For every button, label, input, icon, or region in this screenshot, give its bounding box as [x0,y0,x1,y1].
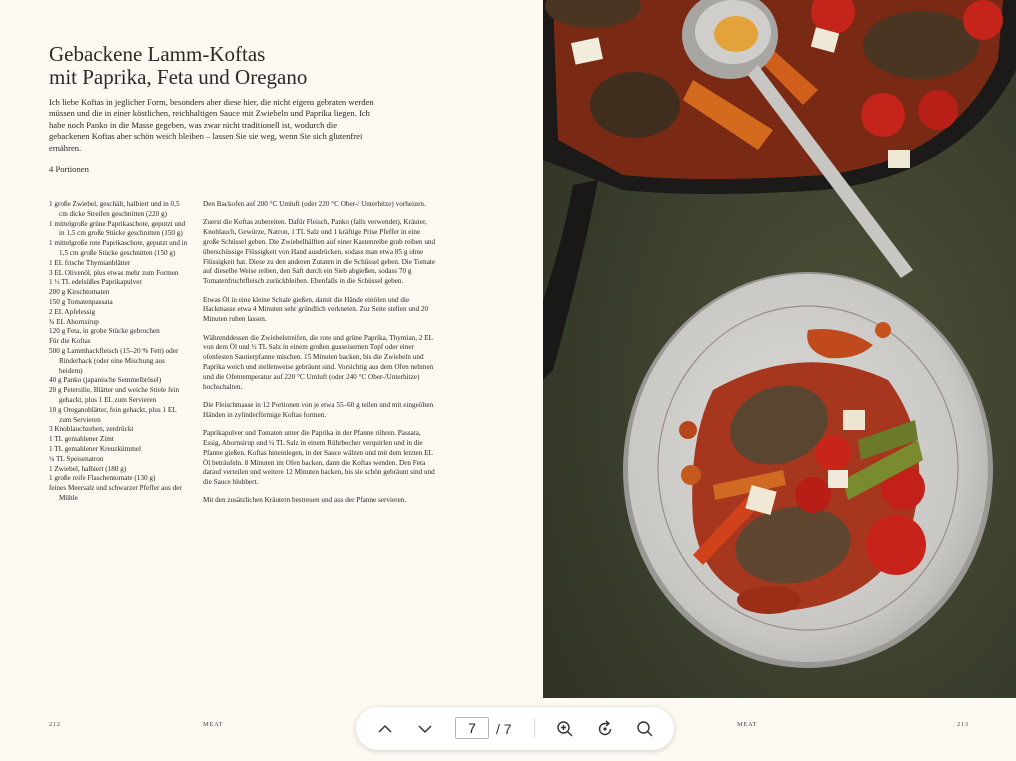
right-page-number: 213 [957,721,969,728]
zoom-in-button[interactable] [552,716,578,742]
recipe-title [49,43,379,89]
ingredient-item: 1 große Zwiebel, geschält, halbiert und in 0,5 cm dicke Streifen geschnitten (220 g) [49,200,180,218]
page-total: / 7 [496,721,512,737]
ingredient-item: 1 mittelgroße grüne Paprikaschote, geputzt und in 1,5 cm große Stücke geschnitten (150 g) [49,219,186,238]
ingredient-item: 2 EL Apfelessig [49,307,96,316]
ingredient-item: 3 Knoblauchzehen, zerdrückt [49,425,134,434]
method-step: Etwas Öl in eine kleine Schale gießen, damit die Hände einölen und die Hackmasse etwa 4 Minuten sehr gründlich verkneten. Zur Seite stellen und 20 Minuten ruhen lassen. [203,295,429,324]
method-step: Mit den zusätzlichen Kräutern bestreuen und aus der Pfanne servieren. [203,496,407,505]
method-step: Die Fleischmasse in 12 Portionen von je etwa 55–60 g teilen und mit eingeölten Händen in zylinderförmige Koftas formen. [203,400,434,419]
ingredient-item: 1 EL frische Thymianblätter [49,258,131,267]
ingredient-subheading: Für die Koftas [49,337,91,346]
recipe-title-line1: Gebackene Lamm-Koftas [49,42,266,66]
ingredient-item: 1 große reife Flaschentomate (130 g) [49,474,156,483]
ingredient-item: 1 ½ TL edelsüßes Paprikapulver [49,278,142,287]
ingredient-item: 40 g Panko (japanische Semmelbrösel) [49,376,162,385]
search-icon [636,720,654,738]
rotate-icon [596,720,614,738]
previous-page-button[interactable] [372,716,398,742]
ingredient-item: ¾ EL Ahornsirup [49,317,99,326]
page-navigation-toolbar [356,707,674,750]
ingredient-item: ¼ TL Speisenatron [49,454,104,463]
right-section-label: MEAT [737,721,758,728]
ingredient-item: 200 g Kirschtomaten [49,288,110,297]
chevron-down-icon [417,721,433,737]
ingredient-item: 20 g Petersilie, Blätter und weiche Stiele fein gehackt, plus 1 EL zum Servieren [49,386,180,404]
ingredient-item: 120 g Feta, in grobe Stücke gebrochen [49,327,160,336]
food-photo [543,0,1016,698]
ingredient-item: 1 TL gemahlener Zimt [49,435,114,444]
recipe-title-line2: mit Paprika, Feta und Oregano [49,65,308,89]
recipe-intro: Ich liebe Koftas in jeglicher Form, besonders aber diese hier, die nicht eigens gebraten werden müssen und die in einer köstlichen, reichhaltigen Sauce mit Zwiebeln und Paprika liegen. Ich habe noch Panko in die Masse gegeben, was zwar nicht traditionell ist, wodurch die gebackenen Koftas aber schön weich bleiben – lassen Sie sie weg, wenn Sie sich glutenfrei ernähren. [49,97,374,153]
toolbar-divider [534,719,535,737]
method-step: Zuerst die Koftas zubereiten. Dafür Fleisch, Panko (falls verwendet), Kräuter, Knoblauch, Gewürze, Natron, 1 TL Salz und 1 kräftige Prise Pfeffer in eine große Schüssel geben. Die Zwiebelhälften auf einer Kastenreibe grob reiben und überschüssige Flüssigkeit von Hand ausdrücken, sodass man etwa 85 g ohne Flüssigkeit hat. Diese zu den anderen Zutaten in die Schüssel geben. Die Tomate auf dieselbe Weise reiben, den Saft durch ein Sieb abgießen, sodass 70 g Tomatenfruchtfleisch zurückbleiben. Ebenfalls in die Schüssel geben. [203,218,436,286]
recipe-serves: 4 Portionen [49,164,89,174]
search-button[interactable] [632,716,658,742]
ingredient-item: 150 g Tomatenpassata [49,297,113,306]
ingredient-item: 3 EL Olivenöl, plus etwas mehr zum Formen [49,268,179,277]
method-step: Den Backofen auf 200 °C Umluft (oder 220 °C Ober-/ Unterhitze) vorheizen. [203,200,426,208]
chevron-up-icon [377,721,393,737]
method-step: Währenddessen die Zwiebelstreifen, die rote und grüne Paprika, Thymian, 2 EL von dem Öl und ½ TL Salz in einem großen gusseisernen Topf oder einer ofenfesten Sautierpfanne mischen. 15 Minuten backen, bis die Zwiebeln und Paprika weich und stellenweise gebräunt sind. Vorsichtig aus dem Ofen nehmen und die Ofentemperatur auf 220 °C Umluft (oder 240 °C Ober-/Unterhitze) hochschalten. [203,333,434,391]
ingredient-item: 500 g Lammhackfleisch (15–20 % Fett) oder Rinderhack (oder eine Mischung aus beidem) [49,346,179,375]
ingredient-item: 10 g Oreganoblätter, fein gehackt, plus 1 EL zum Servieren [49,405,177,424]
next-page-button[interactable] [412,716,438,742]
page-number-input[interactable] [455,717,489,739]
ingredient-item: 1 Zwiebel, halbiert (180 g) [49,464,127,473]
method-step: Paprikapulver und Tomaten unter die Paprika in der Pfanne rühren. Passata, Essig, Ahornsirup und ¼ TL Salz in einem Rührbecher verquirlen und in die Pfanne gießen. Koftas hineinlegen, in der Sauce wälzen und mit dem letzten EL Öl beträufeln. 8 Minuten im Ofen backen, dann die Koftas wenden. Den Feta darauf verteilen und weitere 12 Minuten backen, bis sie schön gebräunt sind und die Sauce blubbert. [203,429,435,487]
ingredient-list [49,200,189,504]
left-section-label: MEAT [203,721,224,728]
method-steps [203,200,436,515]
ingredient-item: 1 TL gemahlener Kreuzkümmel [49,444,142,453]
left-page-number: 212 [49,721,61,728]
ingredient-item: 1 mittelgroße rote Paprikaschote, geputzt und in 1,5 cm große Stücke geschnitten (150 g) [49,239,188,257]
rotate-button[interactable] [592,716,618,742]
zoom-in-icon [556,720,574,738]
ingredient-item: feines Meersalz und schwarzer Pfeffer aus der Mühle [49,484,182,502]
food-photo-illustration [543,0,1016,698]
